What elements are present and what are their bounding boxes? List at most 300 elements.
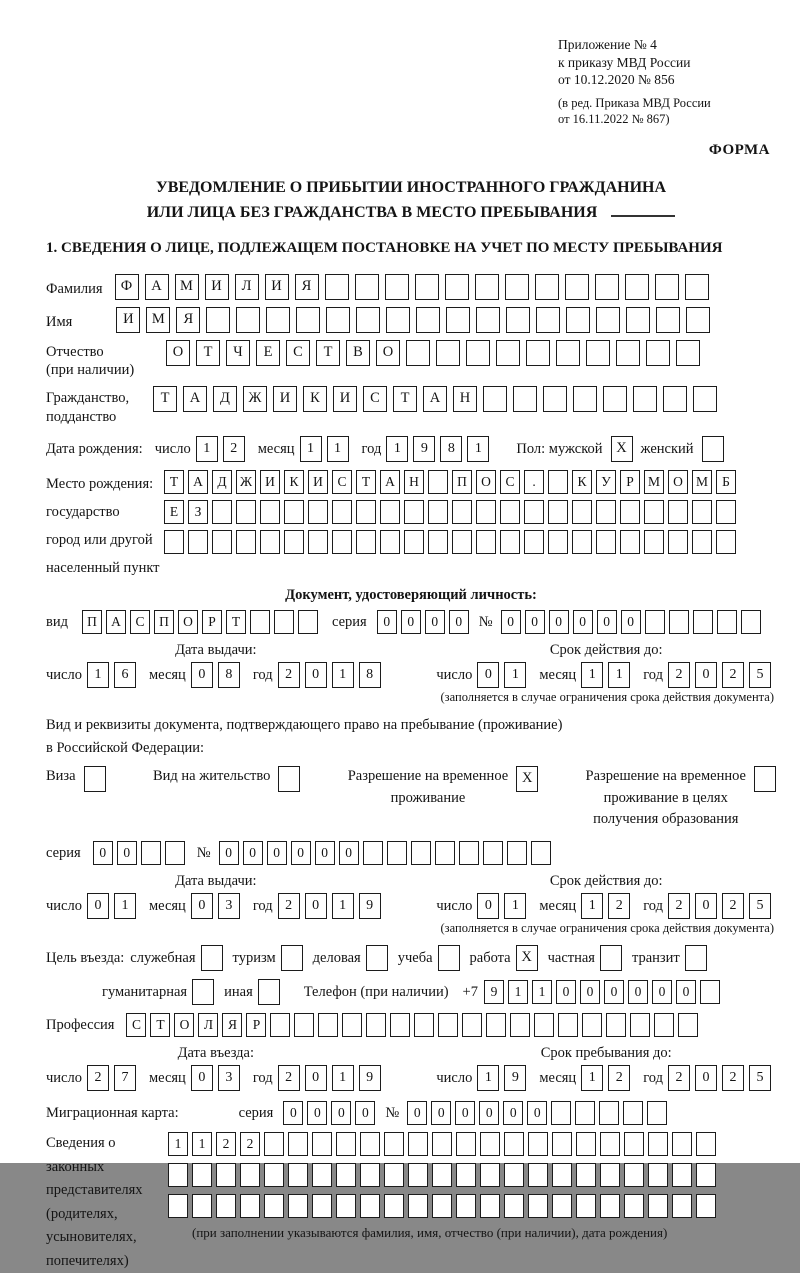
char-box[interactable]	[312, 1194, 332, 1218]
char-box[interactable]	[552, 1132, 572, 1156]
char-box[interactable]	[326, 307, 350, 333]
char-box[interactable]	[644, 500, 664, 524]
char-box[interactable]: М	[175, 274, 199, 300]
char-box[interactable]	[633, 386, 657, 412]
char-box[interactable]	[625, 274, 649, 300]
char-box[interactable]	[507, 841, 527, 865]
char-box[interactable]: 2	[722, 662, 744, 688]
char-box[interactable]	[240, 1163, 260, 1187]
char-box[interactable]	[236, 530, 256, 554]
char-box[interactable]	[595, 274, 619, 300]
char-box[interactable]	[668, 500, 688, 524]
char-box[interactable]	[556, 340, 580, 366]
char-box[interactable]	[596, 307, 620, 333]
temp-residence-checkbox[interactable]: X	[516, 766, 538, 792]
char-box[interactable]	[459, 841, 479, 865]
char-box[interactable]	[476, 307, 500, 333]
char-box[interactable]: 0	[597, 610, 617, 634]
char-box[interactable]: Р	[202, 610, 222, 634]
char-box[interactable]	[644, 530, 664, 554]
temp-residence-education-checkbox[interactable]	[754, 766, 776, 792]
char-box[interactable]	[428, 500, 448, 524]
char-box[interactable]: О	[166, 340, 190, 366]
char-box[interactable]: 0	[307, 1101, 327, 1125]
char-box[interactable]: Ж	[236, 470, 256, 494]
char-box[interactable]: 0	[449, 610, 469, 634]
char-box[interactable]	[456, 1163, 476, 1187]
char-box[interactable]	[384, 1163, 404, 1187]
char-box[interactable]: Т	[393, 386, 417, 412]
char-box[interactable]	[342, 1013, 362, 1037]
char-box[interactable]	[686, 307, 710, 333]
char-box[interactable]	[264, 1163, 284, 1187]
char-box[interactable]	[672, 1163, 692, 1187]
char-box[interactable]	[655, 274, 679, 300]
char-box[interactable]	[692, 530, 712, 554]
char-box[interactable]: .	[524, 470, 544, 494]
char-box[interactable]	[476, 530, 496, 554]
char-box[interactable]: 0	[652, 980, 672, 1004]
char-box[interactable]	[600, 1163, 620, 1187]
char-box[interactable]	[466, 340, 490, 366]
char-box[interactable]: 1	[327, 436, 349, 462]
char-box[interactable]	[596, 530, 616, 554]
char-box[interactable]: 8	[359, 662, 381, 688]
char-box[interactable]: 0	[425, 610, 445, 634]
char-box[interactable]	[250, 610, 270, 634]
char-box[interactable]	[414, 1013, 434, 1037]
char-box[interactable]	[672, 1194, 692, 1218]
char-box[interactable]: 2	[87, 1065, 109, 1091]
char-box[interactable]: М	[644, 470, 664, 494]
char-box[interactable]: Ф	[115, 274, 139, 300]
char-box[interactable]: О	[668, 470, 688, 494]
char-box[interactable]: С	[500, 470, 520, 494]
char-box[interactable]	[624, 1194, 644, 1218]
char-box[interactable]	[648, 1194, 668, 1218]
char-box[interactable]	[535, 274, 559, 300]
char-box[interactable]: П	[452, 470, 472, 494]
char-box[interactable]: С	[286, 340, 310, 366]
char-box[interactable]: 0	[315, 841, 335, 865]
char-box[interactable]: С	[363, 386, 387, 412]
char-box[interactable]: 1	[504, 893, 526, 919]
char-box[interactable]	[356, 530, 376, 554]
char-box[interactable]	[654, 1013, 674, 1037]
char-box[interactable]	[264, 1194, 284, 1218]
char-box[interactable]: Т	[316, 340, 340, 366]
char-box[interactable]	[260, 500, 280, 524]
char-box[interactable]	[308, 530, 328, 554]
char-box[interactable]: Е	[164, 500, 184, 524]
residence-permit-checkbox[interactable]	[278, 766, 300, 792]
char-box[interactable]	[576, 1163, 596, 1187]
char-box[interactable]	[575, 1101, 595, 1125]
char-box[interactable]	[526, 340, 550, 366]
char-box[interactable]	[164, 530, 184, 554]
char-box[interactable]	[192, 1163, 212, 1187]
char-box[interactable]	[212, 500, 232, 524]
char-box[interactable]: 0	[331, 1101, 351, 1125]
char-box[interactable]	[645, 610, 665, 634]
char-box[interactable]: 1	[581, 1065, 603, 1091]
char-box[interactable]	[616, 340, 640, 366]
char-box[interactable]	[355, 274, 379, 300]
char-box[interactable]: А	[106, 610, 126, 634]
char-box[interactable]: 2	[668, 662, 690, 688]
char-box[interactable]	[360, 1194, 380, 1218]
char-box[interactable]	[630, 1013, 650, 1037]
char-box[interactable]: Т	[196, 340, 220, 366]
char-box[interactable]: 5	[749, 1065, 771, 1091]
char-box[interactable]	[363, 841, 383, 865]
char-box[interactable]: 0	[87, 893, 109, 919]
char-box[interactable]: 2	[608, 893, 630, 919]
char-box[interactable]: 0	[676, 980, 696, 1004]
char-box[interactable]	[606, 1013, 626, 1037]
char-box[interactable]: 0	[556, 980, 576, 1004]
char-box[interactable]: 0	[117, 841, 137, 865]
char-box[interactable]: 1	[114, 893, 136, 919]
char-box[interactable]: И	[333, 386, 357, 412]
char-box[interactable]	[672, 1132, 692, 1156]
char-box[interactable]: 2	[240, 1132, 260, 1156]
char-box[interactable]: Б	[716, 470, 736, 494]
char-box[interactable]: 1	[477, 1065, 499, 1091]
char-box[interactable]	[510, 1013, 530, 1037]
char-box[interactable]	[432, 1132, 452, 1156]
char-box[interactable]	[475, 274, 499, 300]
char-box[interactable]: 0	[401, 610, 421, 634]
char-box[interactable]	[552, 1194, 572, 1218]
char-box[interactable]	[524, 530, 544, 554]
char-box[interactable]: 1	[332, 1065, 354, 1091]
char-box[interactable]	[524, 500, 544, 524]
char-box[interactable]	[656, 307, 680, 333]
char-box[interactable]: 0	[377, 610, 397, 634]
char-box[interactable]: 2	[216, 1132, 236, 1156]
char-box[interactable]: А	[380, 470, 400, 494]
char-box[interactable]: О	[174, 1013, 194, 1037]
char-box[interactable]: 0	[305, 893, 327, 919]
char-box[interactable]: 2	[668, 1065, 690, 1091]
char-box[interactable]	[696, 1163, 716, 1187]
char-box[interactable]	[216, 1194, 236, 1218]
char-box[interactable]	[500, 500, 520, 524]
char-box[interactable]	[360, 1163, 380, 1187]
char-box[interactable]: 3	[218, 893, 240, 919]
char-box[interactable]	[647, 1101, 667, 1125]
char-box[interactable]	[558, 1013, 578, 1037]
gender-male-checkbox[interactable]: X	[611, 436, 633, 462]
visa-checkbox[interactable]	[84, 766, 106, 792]
char-box[interactable]: А	[423, 386, 447, 412]
char-box[interactable]	[603, 386, 627, 412]
option-checkbox[interactable]	[192, 979, 214, 1005]
char-box[interactable]	[582, 1013, 602, 1037]
char-box[interactable]: Я	[295, 274, 319, 300]
char-box[interactable]	[504, 1194, 524, 1218]
char-box[interactable]	[312, 1163, 332, 1187]
char-box[interactable]	[573, 386, 597, 412]
char-box[interactable]	[192, 1194, 212, 1218]
char-box[interactable]: Т	[153, 386, 177, 412]
char-box[interactable]: 2	[278, 662, 300, 688]
char-box[interactable]	[648, 1132, 668, 1156]
option-checkbox[interactable]: X	[516, 945, 538, 971]
char-box[interactable]	[741, 610, 761, 634]
char-box[interactable]	[141, 841, 161, 865]
char-box[interactable]	[566, 307, 590, 333]
char-box[interactable]	[693, 386, 717, 412]
char-box[interactable]	[387, 841, 407, 865]
char-box[interactable]	[332, 500, 352, 524]
char-box[interactable]	[626, 307, 650, 333]
char-box[interactable]	[600, 1132, 620, 1156]
char-box[interactable]: А	[183, 386, 207, 412]
char-box[interactable]: 1	[196, 436, 218, 462]
char-box[interactable]	[294, 1013, 314, 1037]
char-box[interactable]: Д	[213, 386, 237, 412]
char-box[interactable]	[646, 340, 670, 366]
char-box[interactable]: 1	[87, 662, 109, 688]
char-box[interactable]	[456, 1194, 476, 1218]
char-box[interactable]: 0	[580, 980, 600, 1004]
char-box[interactable]: Л	[235, 274, 259, 300]
char-box[interactable]	[380, 500, 400, 524]
char-box[interactable]	[528, 1132, 548, 1156]
char-box[interactable]: П	[154, 610, 174, 634]
char-box[interactable]	[576, 1132, 596, 1156]
char-box[interactable]: 0	[503, 1101, 523, 1125]
char-box[interactable]	[586, 340, 610, 366]
char-box[interactable]: 0	[628, 980, 648, 1004]
char-box[interactable]: Д	[212, 470, 232, 494]
char-box[interactable]: 9	[359, 1065, 381, 1091]
char-box[interactable]	[693, 610, 713, 634]
char-box[interactable]	[390, 1013, 410, 1037]
char-box[interactable]: К	[284, 470, 304, 494]
char-box[interactable]: 0	[339, 841, 359, 865]
char-box[interactable]	[624, 1132, 644, 1156]
char-box[interactable]	[366, 1013, 386, 1037]
char-box[interactable]	[415, 274, 439, 300]
char-box[interactable]: 0	[191, 662, 213, 688]
char-box[interactable]: 0	[477, 893, 499, 919]
char-box[interactable]	[385, 274, 409, 300]
char-box[interactable]: И	[260, 470, 280, 494]
char-box[interactable]: 2	[278, 893, 300, 919]
char-box[interactable]	[483, 386, 507, 412]
char-box[interactable]	[572, 500, 592, 524]
char-box[interactable]	[206, 307, 230, 333]
char-box[interactable]	[572, 530, 592, 554]
char-box[interactable]	[716, 530, 736, 554]
char-box[interactable]: 0	[267, 841, 287, 865]
char-box[interactable]	[456, 1132, 476, 1156]
char-box[interactable]: 1	[504, 662, 526, 688]
char-box[interactable]: 0	[527, 1101, 547, 1125]
char-box[interactable]: 9	[359, 893, 381, 919]
char-box[interactable]	[496, 340, 520, 366]
char-box[interactable]: Л	[198, 1013, 218, 1037]
char-box[interactable]: Р	[620, 470, 640, 494]
char-box[interactable]: 0	[695, 1065, 717, 1091]
char-box[interactable]: 5	[749, 662, 771, 688]
char-box[interactable]	[296, 307, 320, 333]
char-box[interactable]: 0	[243, 841, 263, 865]
option-checkbox[interactable]	[366, 945, 388, 971]
char-box[interactable]	[620, 530, 640, 554]
char-box[interactable]	[504, 1163, 524, 1187]
char-box[interactable]	[476, 500, 496, 524]
char-box[interactable]	[236, 500, 256, 524]
char-box[interactable]	[445, 274, 469, 300]
char-box[interactable]	[386, 307, 410, 333]
char-box[interactable]	[432, 1163, 452, 1187]
char-box[interactable]	[416, 307, 440, 333]
option-checkbox[interactable]	[438, 945, 460, 971]
char-box[interactable]	[685, 274, 709, 300]
char-box[interactable]	[318, 1013, 338, 1037]
char-box[interactable]: 1	[608, 662, 630, 688]
char-box[interactable]: 0	[501, 610, 521, 634]
char-box[interactable]: 0	[431, 1101, 451, 1125]
char-box[interactable]	[452, 500, 472, 524]
char-box[interactable]: 2	[608, 1065, 630, 1091]
char-box[interactable]	[380, 530, 400, 554]
char-box[interactable]	[384, 1132, 404, 1156]
char-box[interactable]: 1	[332, 893, 354, 919]
char-box[interactable]	[325, 274, 349, 300]
char-box[interactable]	[188, 530, 208, 554]
char-box[interactable]: Я	[176, 307, 200, 333]
char-box[interactable]: Н	[404, 470, 424, 494]
char-box[interactable]	[360, 1132, 380, 1156]
char-box[interactable]: Я	[222, 1013, 242, 1037]
char-box[interactable]	[332, 530, 352, 554]
char-box[interactable]	[480, 1163, 500, 1187]
char-box[interactable]: 0	[355, 1101, 375, 1125]
char-box[interactable]: 0	[93, 841, 113, 865]
char-box[interactable]	[513, 386, 537, 412]
char-box[interactable]	[696, 1132, 716, 1156]
char-box[interactable]	[240, 1194, 260, 1218]
char-box[interactable]: Т	[356, 470, 376, 494]
char-box[interactable]	[700, 980, 720, 1004]
char-box[interactable]: С	[126, 1013, 146, 1037]
char-box[interactable]: 1	[581, 893, 603, 919]
char-box[interactable]	[336, 1194, 356, 1218]
char-box[interactable]: 0	[479, 1101, 499, 1125]
char-box[interactable]: 9	[413, 436, 435, 462]
char-box[interactable]: И	[265, 274, 289, 300]
char-box[interactable]	[717, 610, 737, 634]
char-box[interactable]: И	[205, 274, 229, 300]
char-box[interactable]	[676, 340, 700, 366]
char-box[interactable]	[216, 1163, 236, 1187]
char-box[interactable]: К	[303, 386, 327, 412]
char-box[interactable]: Е	[256, 340, 280, 366]
char-box[interactable]	[411, 841, 431, 865]
char-box[interactable]	[312, 1132, 332, 1156]
char-box[interactable]	[596, 500, 616, 524]
char-box[interactable]: 2	[722, 1065, 744, 1091]
char-box[interactable]	[528, 1194, 548, 1218]
char-box[interactable]: 0	[621, 610, 641, 634]
char-box[interactable]: 5	[749, 893, 771, 919]
char-box[interactable]	[356, 307, 380, 333]
char-box[interactable]	[260, 530, 280, 554]
char-box[interactable]: 0	[305, 662, 327, 688]
char-box[interactable]	[548, 530, 568, 554]
char-box[interactable]: 0	[291, 841, 311, 865]
char-box[interactable]	[270, 1013, 290, 1037]
char-box[interactable]	[288, 1194, 308, 1218]
char-box[interactable]: Н	[453, 386, 477, 412]
option-checkbox[interactable]	[258, 979, 280, 1005]
char-box[interactable]: О	[178, 610, 198, 634]
char-box[interactable]	[678, 1013, 698, 1037]
char-box[interactable]	[668, 530, 688, 554]
char-box[interactable]: 2	[278, 1065, 300, 1091]
char-box[interactable]	[624, 1163, 644, 1187]
char-box[interactable]	[298, 610, 318, 634]
char-box[interactable]: С	[332, 470, 352, 494]
char-box[interactable]: 0	[305, 1065, 327, 1091]
char-box[interactable]: Ж	[243, 386, 267, 412]
char-box[interactable]	[536, 307, 560, 333]
char-box[interactable]: 1	[581, 662, 603, 688]
char-box[interactable]	[406, 340, 430, 366]
char-box[interactable]: З	[188, 500, 208, 524]
char-box[interactable]	[356, 500, 376, 524]
char-box[interactable]: Т	[150, 1013, 170, 1037]
char-box[interactable]: 1	[532, 980, 552, 1004]
char-box[interactable]	[432, 1194, 452, 1218]
char-box[interactable]	[692, 500, 712, 524]
char-box[interactable]	[308, 500, 328, 524]
char-box[interactable]: Т	[226, 610, 246, 634]
char-box[interactable]	[404, 500, 424, 524]
char-box[interactable]: 2	[668, 893, 690, 919]
char-box[interactable]	[384, 1194, 404, 1218]
char-box[interactable]: 0	[477, 662, 499, 688]
char-box[interactable]	[648, 1163, 668, 1187]
char-box[interactable]	[168, 1163, 188, 1187]
char-box[interactable]: М	[692, 470, 712, 494]
char-box[interactable]	[716, 500, 736, 524]
char-box[interactable]: Ч	[226, 340, 250, 366]
char-box[interactable]: 0	[407, 1101, 427, 1125]
char-box[interactable]	[428, 470, 448, 494]
char-box[interactable]	[408, 1132, 428, 1156]
char-box[interactable]	[576, 1194, 596, 1218]
char-box[interactable]	[452, 530, 472, 554]
char-box[interactable]	[600, 1194, 620, 1218]
option-checkbox[interactable]	[281, 945, 303, 971]
char-box[interactable]	[168, 1194, 188, 1218]
char-box[interactable]: О	[476, 470, 496, 494]
char-box[interactable]	[165, 841, 185, 865]
gender-female-checkbox[interactable]	[702, 436, 724, 462]
char-box[interactable]	[483, 841, 503, 865]
char-box[interactable]	[696, 1194, 716, 1218]
char-box[interactable]: А	[145, 274, 169, 300]
char-box[interactable]: Р	[246, 1013, 266, 1037]
char-box[interactable]	[543, 386, 567, 412]
char-box[interactable]: А	[188, 470, 208, 494]
